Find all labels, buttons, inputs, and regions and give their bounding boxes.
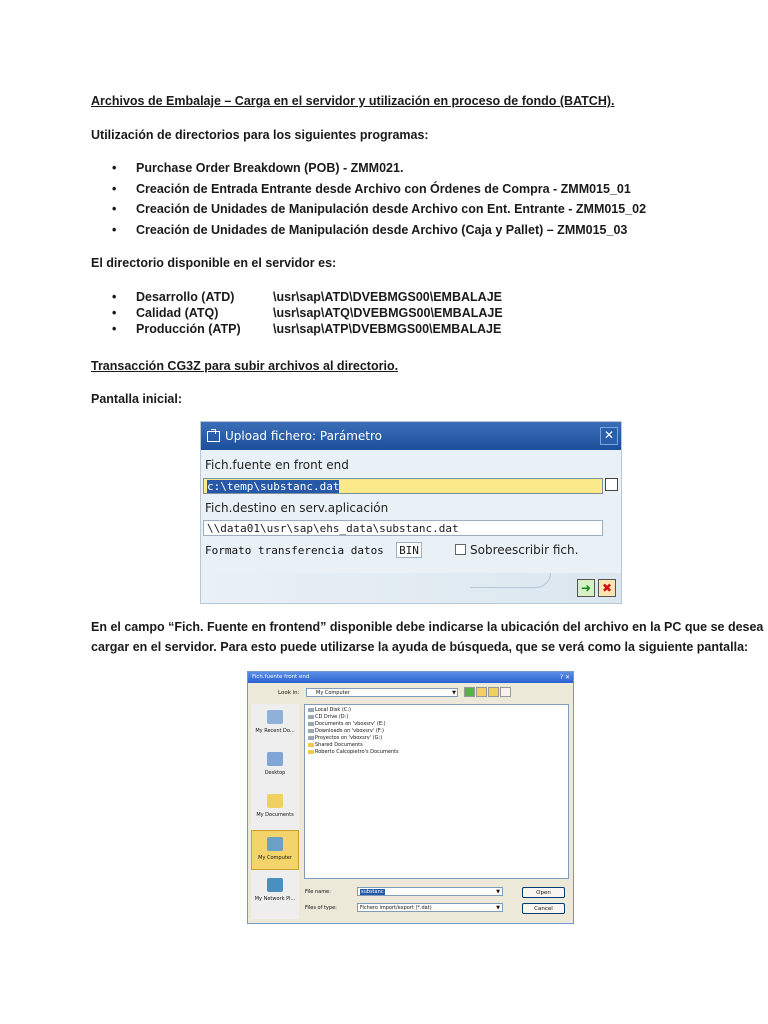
file-name-input[interactable] [357,887,503,896]
program-list [91,158,646,240]
view-menu-icon[interactable] [500,687,511,697]
desktop-icon [267,752,283,766]
source-label: Fich.fuente en front end [205,458,349,472]
list-item: • Purchase Order Breakdown (POB) - ZMM021. [91,158,646,179]
target-file-input[interactable]: \\data01\usr\sap\ehs_data\substanc.dat [203,520,603,536]
list-item: • Creación de Unidades de Manipulación desde Archivo con Ent. Entrante - ZMM015_02 [91,199,646,220]
list-item[interactable]: Local Disk (C:) [308,707,565,714]
format-label: Formato transferencia datos [205,544,384,557]
chevron-down-icon: ▼ [452,690,456,696]
look-in-select[interactable] [306,688,458,697]
target-label: Fich.destino en serv.aplicación [205,501,389,515]
list-item[interactable]: Roberto Calcopietro's Documents [308,749,565,756]
source-file-value: c:\temp\substanc.dat [207,480,340,493]
paragraph-line: En el campo “Fich. Fuente en frontend” disponible debe indicarse la ubicación del archivo en la PC que se desea [91,620,764,634]
chevron-down-icon: ▼ [496,889,500,895]
overwrite-label: Sobreescribir fich. [470,543,579,557]
look-in-label: Look in: [278,690,300,696]
pantalla-label: Pantalla inicial: [91,392,183,406]
source-file-input[interactable] [203,478,603,494]
file-dialog-title: Fich.fuente front end [252,674,310,680]
place-recent[interactable] [251,704,299,744]
place-label: Desktop [264,770,286,776]
place-label: My Documents [256,812,294,818]
file-type-select[interactable] [357,903,503,912]
chevron-down-icon: ▼ [496,905,500,911]
place-label: My Computer [258,855,292,861]
paragraph-line: cargar en el servidor. Para esto puede utilizarse la ayuda de búsqueda, que se verá como la siguiente pantalla: [91,640,749,654]
list-item [91,321,503,337]
dir-intro-text: El directorio disponible en el servidor es: [91,256,337,270]
file-open-dialog [247,671,574,924]
list-item[interactable]: Documents on 'vboxsrv' (E:) [308,721,565,728]
section-heading: Transacción CG3Z para subir archivos al directorio. [91,359,399,373]
file-dialog-title-bar [248,672,573,683]
sap-upload-dialog [200,421,622,604]
intro-text: Utilización de directorios para los siguientes programas: [91,128,429,142]
upload-icon [207,431,220,442]
look-in-value: My Computer [316,690,350,696]
place-documents[interactable] [251,788,299,828]
cancel-icon: ✖ [601,581,613,595]
recent-icon [267,710,283,724]
execute-button[interactable] [577,579,595,597]
dir-env: Calidad (ATQ) [136,306,219,320]
back-icon[interactable] [464,687,475,697]
dir-env: Producción (ATP) [136,322,241,336]
network-icon [267,878,283,892]
places-bar [251,704,299,919]
file-name-value: substanc [361,889,384,895]
search-help-icon[interactable] [605,478,618,491]
execute-icon: ➜ [580,581,592,595]
dialog-footer [201,573,621,603]
list-item: • Creación de Unidades de Manipulación desde Archivo (Caja y Pallet) – ZMM015_03 [91,220,646,241]
computer-icon [267,837,283,851]
place-label: My Recent Do... [255,728,295,734]
documents-icon [267,794,283,808]
dir-path: \usr\sap\ATD\DVEBMGS00\EMBALAJE [273,290,502,304]
toolbar [464,687,511,697]
title-buttons[interactable]: ? ✕ [559,674,570,681]
cancel-button[interactable] [598,579,616,597]
dialog-title-bar [201,422,621,450]
file-name-label: File name: [305,889,331,895]
dir-path: \usr\sap\ATQ\DVEBMGS00\EMBALAJE [273,306,503,320]
open-button[interactable]: Open [522,887,565,898]
new-folder-icon[interactable] [488,687,499,697]
overwrite-checkbox[interactable] [455,544,466,555]
format-input[interactable]: BIN [396,542,422,558]
list-item[interactable]: Downloads on 'vboxsrv' (F:) [308,728,565,735]
dir-path: \usr\sap\ATP\DVEBMGS00\EMBALAJE [273,322,502,336]
list-item: • Creación de Entrada Entrante desde Archivo con Órdenes de Compra - ZMM015_01 [91,179,646,200]
dir-env: Desarrollo (ATD) [136,290,235,304]
list-item [91,305,503,321]
place-network[interactable] [251,872,299,912]
close-button[interactable]: ✕ [600,427,618,445]
directory-list [91,289,503,337]
list-item[interactable]: CD Drive (D:) [308,714,565,721]
list-item[interactable]: Proyectos on 'vboxsrv' (G:) [308,735,565,742]
footer-curve [470,573,551,588]
list-item[interactable]: Shared Documents [308,742,565,749]
dialog-title: Upload fichero: Parámetro [225,429,383,443]
list-item [91,289,503,305]
place-label: My Network Pl... [254,896,296,902]
cancel-button[interactable]: Cancel [522,903,565,914]
place-computer[interactable] [251,830,299,870]
place-desktop[interactable] [251,746,299,786]
file-type-value: Fichero import/export (*.dat) [360,905,432,911]
doc-heading: Archivos de Embalaje – Carga en el servidor y utilización en proceso de fondo (BATCH). [91,94,615,108]
file-type-label: Files of type: [305,905,337,911]
up-folder-icon[interactable] [476,687,487,697]
file-list [304,704,569,879]
